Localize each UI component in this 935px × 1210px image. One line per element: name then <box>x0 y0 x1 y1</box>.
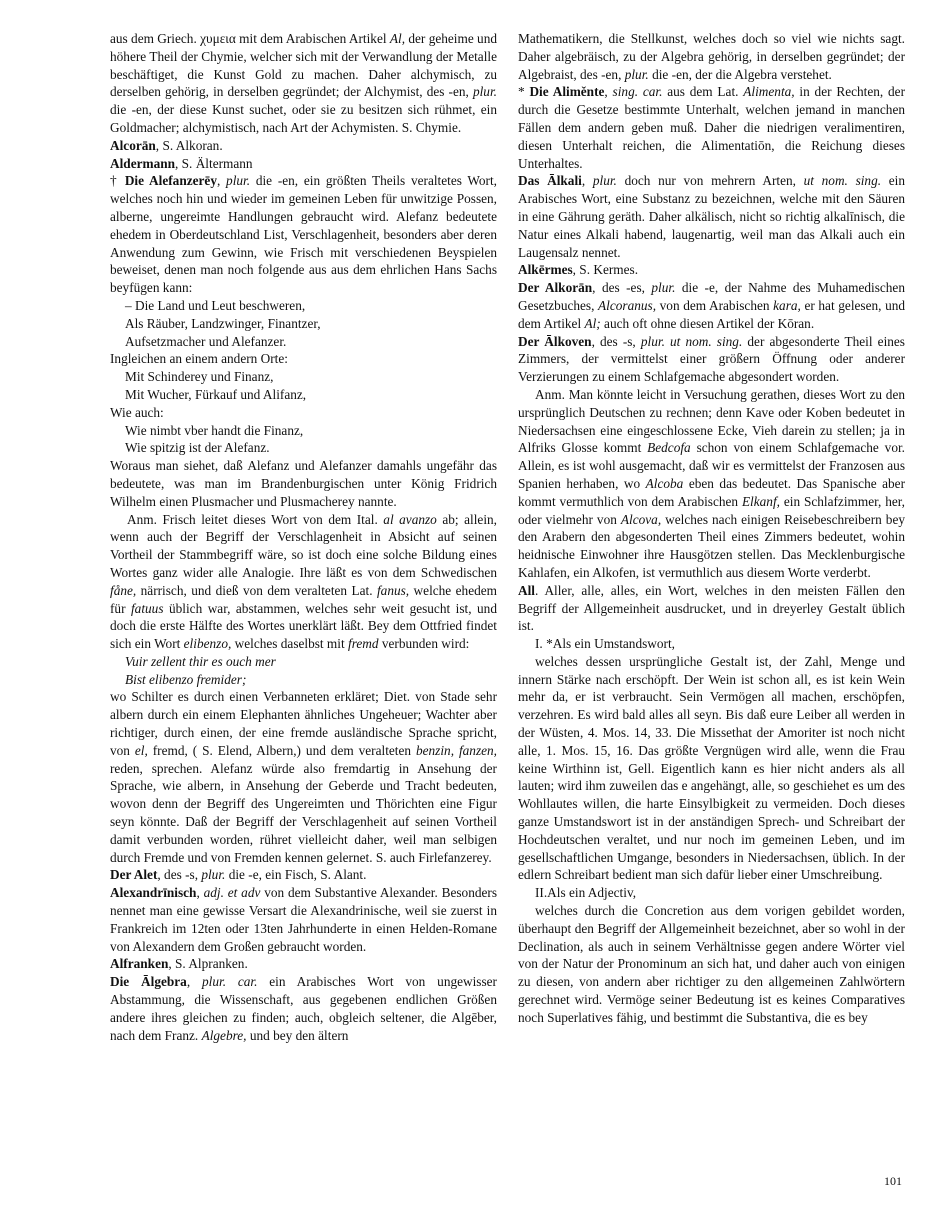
headword: Alcorān <box>110 137 156 153</box>
italic-text: Al, <box>389 31 406 46</box>
italic-text: plur. ut nom. sing. <box>640 333 743 349</box>
text-run: doch nur von mehrern Arten, <box>616 173 804 189</box>
paragraph <box>110 511 497 653</box>
text-run: verbunden wird: <box>378 636 470 652</box>
text-run: I. *Als ein Umstandswort, <box>535 636 675 652</box>
paragraph <box>110 172 497 297</box>
paragraph <box>110 457 497 510</box>
paragraph <box>518 172 905 261</box>
text-run: , des -s, <box>591 333 641 349</box>
text-run: schon von einem Schlafgemache vor. Allein, es ist wohl ausgemacht, daß wir es vermittelst der Franzosen aus Spanien herhaben, wo <box>518 440 905 491</box>
italic-text: ut nom. sing. <box>803 173 882 189</box>
text-run: auch oft ohne diesen Artikel der Kōran. <box>600 315 815 331</box>
verse-line <box>125 439 497 457</box>
italic-text: Alcoranus, <box>598 297 657 313</box>
italic-text: Alimenta, <box>743 84 795 100</box>
paragraph <box>110 973 497 1044</box>
headword: Der Alet <box>110 867 158 883</box>
page-number: 101 <box>884 1174 902 1188</box>
text-run: , <box>604 84 613 100</box>
text-run: von dem Substantive Alexander. Besonders nennet man eine gewisse Versart die Alexandrinische, weil sie zuerst in Frankreich im 12ten oder 13ten Jahrhunderte in einen Helden-Romane von Alexandern dem Großen gebraucht worden. <box>110 885 498 954</box>
paragraph <box>518 635 905 653</box>
italic-text: Alcoba <box>645 475 684 491</box>
text-run: Ingleichen an einem andern Orte: <box>110 351 288 367</box>
verse-line <box>125 333 497 351</box>
text-run: Mit Schinderey und Finanz, <box>125 369 274 385</box>
headword: Die Aliměnte <box>529 84 605 100</box>
headword: Aldermann <box>110 155 176 171</box>
italic-text: Bedcofa <box>647 440 691 456</box>
headword: Die Alefanzerēy <box>124 173 217 189</box>
text-run: von dem Arabischen <box>656 297 774 313</box>
text-run: eben das bedeutet. Das Spanische aber kommt vermuthlich von dem Arabischen <box>518 475 905 509</box>
paragraph <box>110 955 497 973</box>
italic-text: Al; <box>584 315 601 331</box>
italic-text: al avanzo <box>383 511 437 527</box>
paragraph <box>110 30 497 137</box>
verse-line <box>125 671 497 689</box>
text-run: , S. Kermes. <box>572 262 639 278</box>
text-run: Anm. Frisch leitet dieses Wort von dem Ital. <box>127 511 384 527</box>
text-run: * <box>518 84 530 100</box>
text-run: Mit Wucher, Fürkauf und Alifanz, <box>125 386 307 402</box>
text-run: närrisch, und dieß von dem veralteten Lat. <box>136 582 377 598</box>
text-run: Wie nimbt vber handt die Finanz, <box>125 422 304 438</box>
text-run: Wie auch: <box>110 404 164 420</box>
text-run: ein Arabisches Wort von ungewisser Abstammung, die Wissenschaft, aus gegebenen endlichen Größen andere ihres gleichen zu finden; auch, obgleich seltener, die Algēber, nach dem Franz. <box>110 974 497 1043</box>
verse-line <box>125 315 497 333</box>
verse-line <box>125 368 497 386</box>
italic-text: fåne, <box>110 582 137 598</box>
paragraph <box>110 884 497 955</box>
text-run: Als Räuber, Landzwinger, Finantzer, <box>125 315 321 331</box>
italic-text: sing. car. <box>612 84 663 100</box>
text-run: ein Schlafzimmer, her, oder vielmehr von <box>518 493 905 527</box>
text-run: die -en, der diese Kunst suchet, oder sie zu besitzen sich rühmet, ein Goldmacher; alchymistisch, nach Art der Achymisten. S. Chymie. <box>110 102 497 135</box>
paragraph <box>518 261 905 279</box>
italic-text: plur. <box>651 280 676 296</box>
text-run: II.Als ein Adjectiv, <box>535 885 637 901</box>
italic-text: fanus, <box>376 582 410 598</box>
text-run: – Die Land und Leut beschweren, <box>125 297 306 313</box>
text-run: , <box>216 173 227 189</box>
italic-text: plur. <box>624 66 649 82</box>
text-run: der abgesonderte Theil eines Zimmers, der vermittelst einer größern Öffnung oder anderer Verzierungen zu einem Schlafgemache abgesondert worden. <box>518 333 905 385</box>
paragraph <box>518 884 905 902</box>
italic-text: fremd <box>348 636 379 652</box>
italic-text: plur. <box>226 173 251 189</box>
text-run: die -en, der die Algebra verstehet. <box>648 66 832 82</box>
text-run: welches nach einigen Reisebeschreibern bey den Arabern den abgesonderten Theil eines Zimmers bedeutet, wohin heidnische Einwohner ihre Hausgötzen stellen. Das Mecklenburgische Kahlafen, ein Alkofen, ist vermuthlich aus diesem Worte verderbt. <box>518 511 905 580</box>
paragraph <box>518 333 905 386</box>
text-run: . Aller, alle, alles, ein Wort, welches in den meisten Fällen den Begriff der Allgemeinheit ausdrucket, und in dreyerley Gestalt üblich ist. <box>518 582 905 634</box>
headword: Der Ālkoven <box>518 333 592 349</box>
paragraph <box>110 866 497 884</box>
text-run: er hat gelesen, und dem Artikel <box>518 297 906 331</box>
headword: Die Ālgebra <box>110 974 187 990</box>
paragraph <box>110 404 497 422</box>
paragraph <box>110 155 497 173</box>
text-run: Mathematikern, die Stellkunst, welches doch so viel wie nichts sagt. Daher algebräisch, zu der Algebra gehörig, in derselben gegründet; der Algebraist, des -en, <box>518 31 905 82</box>
text-run: welche ehedem für <box>110 582 497 616</box>
italic-text: elibenzo, <box>183 636 232 652</box>
italic-text: Elkanf, <box>741 493 780 509</box>
headword: Alexandrīnisch <box>110 885 197 901</box>
text-run: die -e, der Nahme des Muhamedischen Gesetzbuches, <box>518 280 905 313</box>
italic-text: kara, <box>773 297 801 313</box>
italic-text: Algebre, <box>201 1027 247 1043</box>
headword: Alkērmes <box>518 262 573 278</box>
text-run: die -en, ein größten Theils veraltetes Wort, welches noch hin und wieder im gemeinen Leben für unwitzige Possen, alberne, ungereimte Handlungen gebraucht wird. Alefanz bedeutete ehedem in Oberdeutschland List, Verschlagenheit, besonders aber deren Anwendung zum Gewinn, wie Frisch mit verschiedenen Beyspielen beweiset, denen man noch folgende aus aus dem ehrlichen Hans Sachs beyfügen kann: <box>110 173 497 296</box>
text-run: , des -s, <box>157 867 202 883</box>
text-run: die -e, ein Fisch, S. Alant. <box>225 867 367 883</box>
text-run: fremd, ( S. Elend, Albern,) und dem veralteten <box>147 742 416 758</box>
verse-line <box>125 653 497 671</box>
italic-text: fatuus <box>130 600 164 616</box>
italic-text: plur. <box>472 84 497 100</box>
text-run: , S. Ältermann <box>175 155 253 171</box>
text-run: in der Rechten, der durch die Gesetze bestimmte Unterhalt, welchen jemand in manchen Fällen dem andern geben muß. Daher die niedrigen veralimentiren, diesen Unterhalt reichen, die Alimentatiōn, die Reichung dieses Unterhaltes. <box>518 84 906 171</box>
text-run: und bey den ältern <box>246 1027 349 1043</box>
text-run: welches daselbst mit <box>231 636 348 652</box>
text-run: , <box>196 885 204 901</box>
text-run: , S. Alpranken. <box>168 956 248 972</box>
text-run: , des -es, <box>592 280 652 296</box>
text-run: Vuir zellent thir es ouch mer <box>125 653 276 669</box>
left-column <box>110 30 497 1044</box>
text-run: Aufsetzmacher und Alefanzer. <box>125 333 287 349</box>
italic-text: el, <box>134 742 148 758</box>
italic-text: plur. <box>592 173 617 189</box>
italic-text: Alcova, <box>620 511 662 527</box>
text-run: , <box>186 974 202 990</box>
text-run: Anm. Man könnte leicht in Versuchung gerathen, dieses Wort zu den ursprünglich Deutschen zu rechnen; denn Kave oder Koben bedeutet in Niedersachsen eine eingeschlossene Ecke, Vieh darein zu stellen; ja in Alfriks Glosse kommt <box>518 386 905 456</box>
paragraph <box>110 137 497 155</box>
text-run: , S. Alkoran. <box>155 137 223 153</box>
verse-line <box>125 297 497 315</box>
text-run: Bist elibenzo fremider; <box>125 671 247 687</box>
paragraph <box>518 279 905 332</box>
paragraph <box>518 582 905 635</box>
text-run: ab; allein, wenn auch der Begriff der Verschlagenheit in Absicht auf seinen Vortheil der Stammbegriff wäre, so ist doch eine solche Bildung eines Wortes ganz wider alle Analogie. Ihre läßt es von dem Schwedischen <box>110 511 497 580</box>
italic-text: plur. car. <box>202 974 258 990</box>
paragraph <box>518 83 905 172</box>
headword: Der Alkorān <box>518 280 593 296</box>
text-run: welches durch die Concretion aus dem vorigen gebildet worden, überhaupt den Begriff der Allgemeinheit bezeichnet, aber so wohl in der Declination, als auch in seinem Verhältnisse gegen andere Wörter viel von der Natur der Pronominum an sich hat, und daher auch von einigen zu diesen, von andern aber richtiger zu den allgemeinen Zahlwörtern gerechnet wird. Vermöge seiner Bedeutung ist es keines Comparatives noch Superlatives fähig, und bestimmt die Substantiva, die es bey <box>518 903 905 1025</box>
text-run: aus dem Lat. <box>662 84 744 100</box>
italic-text: plur. <box>201 867 226 883</box>
text-run: aus dem Griech. χυμεια mit dem Arabischen Artikel <box>110 31 390 46</box>
right-column <box>518 30 905 1027</box>
text-run: welches dessen ursprüngliche Gestalt ist, der Zahl, Menge und innern Stärke nach erschöpft. Der Wein ist schon all, es ist kein Wein mehr da, er ist verbraucht. Sein Vermögen all machen, erschöpfen, verzehren. Es wird bald alles all seyn. Bis daß eure Leiber all werden in der Wüsten, 4. Mos. 14, 33. Die Missethat der Amoriter ist noch nicht alle, 1. Mos. 15, 16. Das größte Vergnügen wird alle, wenn die Frau keine Wirthinn ist, Gell. Eigentlich kann es hier nicht anders als all lauten; wird ihm zuweilen das e angehängt, alle, so geschiehet es um des Wohllautes willen, die harte Einsylbigkeit zu vermeiden. Doch dieses ganze Umstandswort ist in der anständigen Sprech- und Schreibart der Hochdeutschen veraltet, und nur noch im gemeinen Leben, und im gesellschaftlichen Umgange, besonders in Niedersachsen, üblich. In der edlern Schreibart bedient man sich dafür lieber einer Umschreibung. <box>518 653 905 883</box>
verse-line <box>125 386 497 404</box>
text-run: , <box>581 173 593 189</box>
paragraph <box>518 902 905 1027</box>
headword: All <box>518 582 535 598</box>
headword: Das Ālkali <box>518 173 582 189</box>
text-run: üblich war, abstammen, welches sehr weit gesucht ist, und doch die erste Hälfte des Wortes unerklärt läßt. Bey dem Ottfried findet sich ein Wort <box>110 600 497 652</box>
text-run: reden, sprechen. Alefanz würde also fremdartig in Ansehung der Sprache, wie albern, in Ansehung der Geberde und Tracht bedeuten, wovon denn der Begriff des Ungereimten und Thörichten eine Figur seyn könnte. Daß der Begriff der Verschlagenheit auf seinen Vortheil damit verbunden worden, rühret vielleicht daher, weil man selbigen durch Fremde und von Fremden kennen gelernet. S. auch Firlefanzerey. <box>110 760 497 865</box>
italic-text: adj. et adv <box>203 885 261 901</box>
paragraph <box>110 350 497 368</box>
verse-line <box>125 422 497 440</box>
text-run: wo Schilter es durch einen Verbanneten erkläret; Diet. von Stade sehr albern durch ein einem Elephanten ähnliches Ungeheuer; Wachter aber richtiger, durch einen, der eine fremde ausländische Sprache spricht, von <box>110 689 497 758</box>
text-run: der geheime und höhere Theil der Chymie, welcher sich mit der Verwandlung der Metalle beschäftiget, die Kunst Gold zu machen. Daher alchymisch, zu derselben gehörig, in derselben gegründet; der Alchymist, des -en, <box>110 31 498 100</box>
paragraph <box>518 386 905 582</box>
italic-text: benzin, fanzen, <box>415 742 497 758</box>
text-run: † <box>110 173 125 189</box>
text-run: Wie spitzig ist der Alefanz. <box>125 440 270 456</box>
text-run: ein Arabisches Wort, eine Substanz zu bezeichnen, welche mit den Säuren in eine Gährung geräth. Daher alkälisch, nicht so richtig alkalīnisch, die Natur eines Alkali habend, laugenartig, weil man das Alkali auch ein Laugensalz nennet. <box>518 173 905 260</box>
paragraph <box>518 30 905 83</box>
headword: Alfranken <box>110 956 169 972</box>
text-run: Woraus man siehet, daß Alefanz und Alefanzer damahls ungefähr das bedeutete, was man im Brandenburgischen unter König Fridrich Wilhelm einen Plusmacher und Plusmacherey nannte. <box>110 458 497 509</box>
paragraph <box>110 688 497 866</box>
paragraph <box>518 653 905 884</box>
